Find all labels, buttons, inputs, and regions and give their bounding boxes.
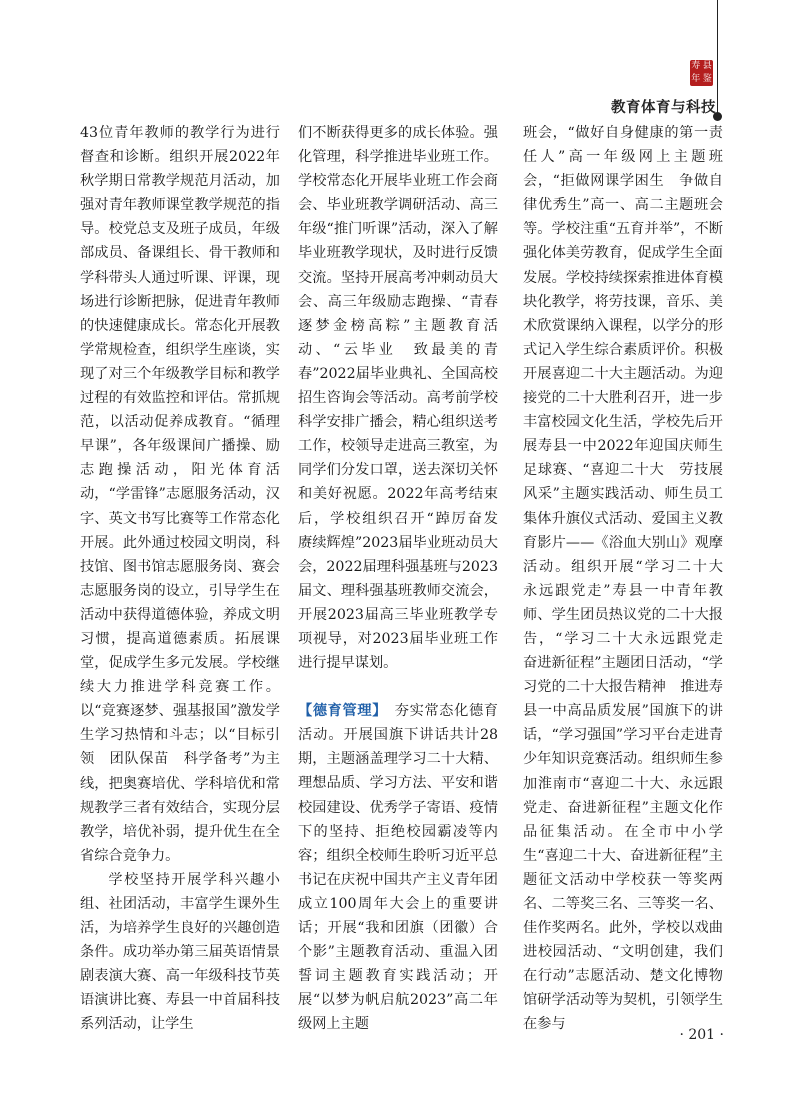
paragraph [298,699,498,1036]
yearbook-logo [690,60,713,86]
logo-char: 县 [702,61,712,71]
header-vertical-rule [717,0,718,116]
text-column-3 [523,121,738,1037]
text-column-1 [80,121,280,1037]
section-tag-moral-management: 【德育管理】 [298,703,380,720]
paragraph-spacer [298,675,498,699]
paragraph-text: 夯实常态化德育活动。开展国旗下讲话共计28期，主题涵盖理学习二十大精、理想品质、学习方法、平安和谐校园建设、优秀学子寄语、疫情下的坚持、拒绝校园霸凌等内容；组织全校师生聆听习近平总书记在庆祝中国共产主义青年团成立100周年大会上的重要讲话；开展“我和团旗（团徽）合个影”主题教育活动、重温入团誓词主题教育实践活动；开展“以梦为帆启航2023”高二年级网上主题 [298,703,498,1033]
paragraph: 43位青年教师的教学行为进行督查和诊断。组织开展2022年秋学期日常教学规范月活动，加强对青年教师课堂教学规范的指导。校党总支及班子成员，年级部成员、备课组长、骨干教师和学科带头人通过听课、评课，现场进行诊断把脉，促进青年教师的快速健康成长。常态化开展教学常规检查，组织学生座谈，实现了对三个年级教学目标和教学过程的有效监控和评估。常抓规范，以活动促养成教育。“循理早课”，各年级课间广播操、励志跑操活动，阳光体育活动，“学雷锋”志愿服务活动，汉字、英文书写比赛等工作常态化开展。此外通过校园文明岗，科技馆、图书馆志愿服务岗、赛会志愿服务岗的设立，引导学生在活动中获得道德体验，养成文明习惯，提高道德素质。拓展课堂，促成学生多元发展。学校继续大力推进学科竞赛工作。以“竞赛逐梦、强基报国”激发学生学习热情和斗志；以“目标引领 团队保苗 科学备考”为主线，把奥赛培优、学科培优和常规教学三者有效结合，实现分层教学，培优补弱，提升优生在全省综合竞争力。 [80,125,280,864]
logo-char: 鉴 [702,74,712,84]
section-title: 教育体育与科技 [611,100,716,116]
logo-char: 年 [691,74,701,84]
text-column-2 [298,121,513,1036]
paragraph: 学校坚持开展学科兴趣小组、社团活动，丰富学生课外生活，为培养学生良好的兴趣创造条件。成功举办第三届英语情景剧表演大赛、高一年级科技节英语演讲比赛、寿县一中首届科技系列活动，让学生 [80,871,280,1033]
logo-char: 寿 [691,61,701,71]
paragraph: 们不断获得更多的成长体验。强化管理，科学推进毕业班工作。学校常态化开展毕业班工作会商会、毕业班教学调研活动、高三年级“推门听课”活动，深入了解毕业班教学现状，及时进行反馈交流。坚持开展高考冲刺动员大会、高三年级励志跑操、“青春逐梦金榜高粽”主题教育活动、“云毕业 致最美的青春”2022届毕业典礼、全国高校招生咨询会等活动。高考前学校科学安排广播会，精心组织送考工作，校领导走进高三教室，为同学们分发口罩，送去深切关怀和美好祝愿。2022年高考结束后，学校组织召开“踔厉奋发 赓续辉煌”2023届毕业班动员大会，2022届理科强基班与2023届文、理科强基班教师交流会，开展2023届高三毕业班教学专项视导，对2023届毕业班工作进行提早谋划。 [298,125,513,672]
paragraph: 班会，“做好自身健康的第一责任人”高一年级网上主题班会，“拒做网课学困生 争做自律优秀生”高一、高二主题班会等。学校注重“五育并举”，不断强化体美劳教育，促成学生全面发展。学校持续探索推进体育模块化教学，将劳技课，音乐、美术欣赏课纳入课程，以学分的形式记入学生综合素质评价。积极开展喜迎二十大主题活动。为迎接党的二十大胜利召开，进一步丰富校园文化生活，学校先后开展寿县一中2022年迎国庆师生足球赛、“喜迎二十大 劳技展风采”主题实践活动、师生员工集体升旗仪式活动、爱国主义教育影片——《浴血大别山》观摩活动。组织开展“学习二十大 永远跟党走”寿县一中青年教师、学生团员热议党的二十大报告，“学习二十大永远跟党走 奋进新征程”主题团日活动，“学习党的二十大报告精神 推进寿县一中高品质发展”国旗下的讲话，“学习强国”学习平台走进青少年知识竞赛活动。组织师生参加淮南市“喜迎二十大、永远跟党走、奋进新征程”主题文化作品征集活动。在全市中小学生“喜迎二十大、奋进新征程”主题征文活动中学校获一等奖两名、二等奖三名、三等奖一名、佳作奖两名。此外，学校以戏曲进校园活动、“文明创建，我们在行动”志愿活动、楚文化博物馆研学活动等为契机，引领学生在参与 [523,125,738,1033]
page-number: · 201 · [679,1027,724,1043]
